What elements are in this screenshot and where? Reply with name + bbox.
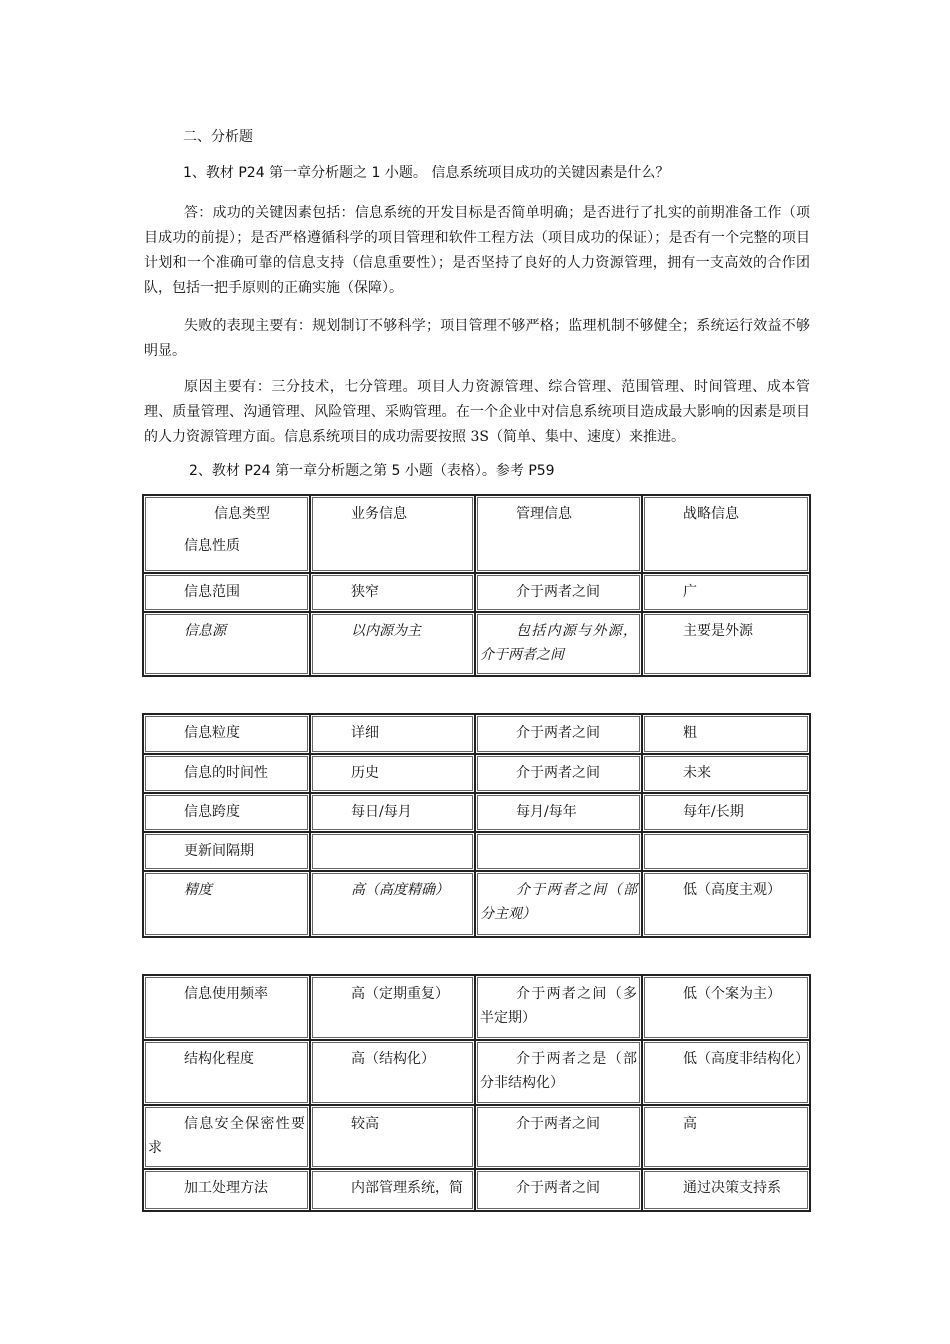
table-cell: 包括内源与外源，介于两者之间 (475, 612, 642, 676)
table-cell (310, 832, 475, 871)
header-diagonal-cell (143, 495, 310, 573)
table-row (143, 714, 810, 754)
table-cell: 高 (642, 1105, 810, 1169)
table-cell: 介于两者之间（部分主观） (475, 871, 642, 937)
table-cell: 较高 (310, 1105, 475, 1169)
question-1-title: 1、教材 P24 第一章分析题之 1 小题。 信息系统项目成功的关键因素是什么？ (183, 165, 670, 181)
failure-paragraph: 失败的表现主要有：规划制订不够科学；项目管理不够严格；监理机制不够健全；系统运行效益不够明显。 (144, 318, 810, 359)
header-cell: 管理信息 (475, 495, 642, 573)
table-cell: 信息跨度 (143, 793, 310, 832)
table-cell: 广 (642, 573, 810, 612)
table-cell: 历史 (310, 754, 475, 793)
table-cell: 结构化程度 (143, 1040, 310, 1105)
table-cell: 每月/每年 (475, 793, 642, 832)
table-row (143, 1040, 810, 1105)
question-2-title: 2、教材 P24 第一章分析题之第 5 小题（表格）。参考 P59 (189, 463, 555, 479)
table-cell: 更新间隔期 (143, 832, 310, 871)
table-cell: 加工处理方法 (143, 1169, 310, 1211)
table-cell (642, 832, 810, 871)
table-cell: 低（高度主观） (642, 871, 810, 937)
table-cell: 内部管理系统，简 (310, 1169, 475, 1211)
table-cell: 介于两者之间 (475, 573, 642, 612)
header-cell: 业务信息 (310, 495, 475, 573)
table-cell: 介于两者之间 (475, 1169, 642, 1211)
table-cell: 狭窄 (310, 573, 475, 612)
table-header-row (143, 495, 810, 573)
table-row (143, 612, 810, 676)
table-cell: 高（定期重复） (310, 975, 475, 1040)
table-row (143, 1169, 810, 1211)
table-row (143, 573, 810, 612)
table-cell: 介于两者之间 (475, 754, 642, 793)
table-cell: 粗 (642, 714, 810, 754)
table-cell (475, 832, 642, 871)
info-table-part-3 (142, 974, 811, 1212)
reasons-paragraph: 原因主要有：三分技术，七分管理。项目人力资源管理、综合管理、范围管理、时间管理、成本管理、质量管理、沟通管理、风险管理、采购管理。在一个企业中对信息系统项目造成最大影响的因素是项目的人力资源管理方面。信息系统项目的成功需要按照 3S（简单、集中、速度）来推进。 (144, 379, 810, 445)
table-cell: 信息范围 (143, 573, 310, 612)
table-cell: 精度 (143, 871, 310, 937)
header-type-label: 信息类型 (214, 506, 270, 522)
table-cell: 每日/每月 (310, 793, 475, 832)
table-cell: 以内源为主 (310, 612, 475, 676)
table-cell: 高（高度精确） (310, 871, 475, 937)
table-row (143, 871, 810, 937)
table-cell: 详细 (310, 714, 475, 754)
table-cell: 信息的时间性 (143, 754, 310, 793)
table-cell: 未来 (642, 754, 810, 793)
table-cell: 信息安全保密性要求 (143, 1105, 310, 1169)
table-cell: 低（高度非结构化） (642, 1040, 810, 1105)
table-cell: 信息源 (143, 612, 310, 676)
info-table-part-2 (142, 713, 811, 938)
table-cell: 介于两者之间 (475, 714, 642, 754)
table-row (143, 754, 810, 793)
table-cell: 信息使用频率 (143, 975, 310, 1040)
table-cell: 低（个案为主） (642, 975, 810, 1040)
table-row (143, 793, 810, 832)
table-cell: 介于两者之间（多半定期） (475, 975, 642, 1040)
section-title: 二、分析题 (183, 129, 253, 145)
info-table-part-1 (142, 494, 811, 677)
table-cell: 高（结构化） (310, 1040, 475, 1105)
table-cell: 主要是外源 (642, 612, 810, 676)
table-row (143, 975, 810, 1040)
table-row (143, 832, 810, 871)
header-nature-label: 信息性质 (184, 538, 240, 554)
table-cell: 介于两者之是（部分非结构化） (475, 1040, 642, 1105)
header-cell: 战略信息 (642, 495, 810, 573)
table-cell: 介于两者之间 (475, 1105, 642, 1169)
table-cell: 信息粒度 (143, 714, 310, 754)
answer-paragraph: 答：成功的关键因素包括：信息系统的开发目标是否简单明确；是否进行了扎实的前期准备工作（项目成功的前提）；是否严格遵循科学的项目管理和软件工程方法（项目成功的保证）；是否有一个完整的项目计划和一个准确可靠的信息支持（信息重要性）；是否坚持了良好的人力资源管理，拥有一支高效的合作团队，包括一把手原则的正确实施（保障）。 (144, 205, 810, 296)
table-cell: 通过决策支持系 (642, 1169, 810, 1211)
table-cell: 每年/长期 (642, 793, 810, 832)
table-row (143, 1105, 810, 1169)
